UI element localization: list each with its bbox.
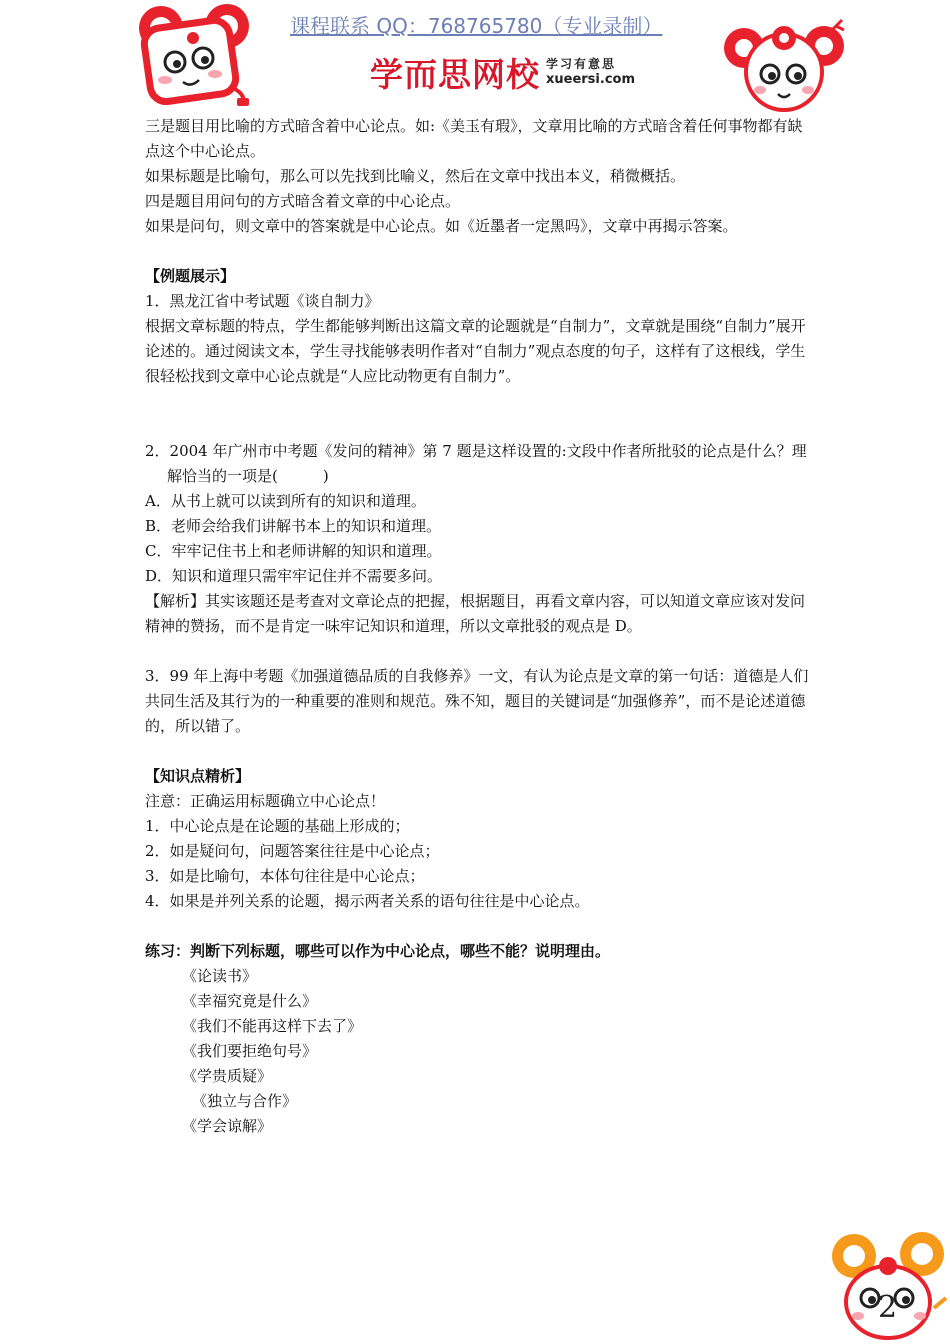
page-number: 2 <box>878 1290 898 1325</box>
exercise-title: 《论读书》 <box>182 967 258 985</box>
exercise-title: 《我们不能再这样下去了》 <box>182 1017 363 1035</box>
xueersi-logo <box>370 50 660 94</box>
mascot-left-icon <box>133 2 263 112</box>
example-3: 3．99 年上海中考题《加强道德品质的自我修养》一文，有认为论点是文章的第一句话：道德是人们共同生活及其行为的一种重要的准则和规范。殊不知，题目的关键词是“加强修养”，而不是论述道德的，所以错了。 <box>145 667 809 735</box>
exercise-title: 《我们要拒绝句号》 <box>182 1042 318 1060</box>
exercise-title: 《学贵质疑》 <box>182 1067 273 1085</box>
knowledge-point: 2．如是疑问句，问题答案往往是中心论点； <box>145 842 440 860</box>
examples-heading: 【例题展示】 <box>145 267 236 285</box>
example-2-title: 2．2004 年广州市中考题《发问的精神》第 7 题是这样设置的:文段中作者所批驳的论点是什么？理解恰当的一项是( ) <box>145 442 807 485</box>
knowledge-point: 3．如是比喻句，本体句往往是中心论点； <box>145 867 425 885</box>
exercise-title: 《独立与合作》 <box>192 1092 298 1110</box>
logo-slogan: 学习有意思 <box>546 57 617 71</box>
example-1-title: 1．黑龙江省中考试题《谈自制力》 <box>145 292 380 310</box>
document-body <box>145 114 810 1139</box>
example-2-option: B．老师会给我们讲解书本上的知识和道理。 <box>145 517 442 535</box>
intro-paragraph: 如果标题是比喻句，那么可以先找到比喻义，然后在文章中找出本义，稍微概括。 <box>145 167 686 185</box>
contact-qq-link[interactable]: 课程联系 QQ：768765780（专业录制） <box>290 14 663 38</box>
mascot-right-icon <box>720 12 850 117</box>
example-2-analysis: 【解析】其实该题还是考查对文章论点的把握，根据题目，再看文章内容，可以知道文章应该对发问精神的赞扬，而不是肯定一味牢记知识和道理，所以文章批驳的观点是 D。 <box>145 592 806 635</box>
logo-url: xueersi.com <box>546 72 636 87</box>
example-2-option: C．牢牢记住书上和老师讲解的知识和道理。 <box>145 542 442 560</box>
example-1-body: 根据文章标题的特点，学生都能够判断出这篇文章的论题就是“自制力”，文章就是围绕“自制力”展开论述的。通过阅读文本，学生寻找能够表明作者对“自制力”观点态度的句子，这样有了这根线，学生很轻松找到文章中心论点就是“人应比动物更有自制力”。 <box>145 317 806 385</box>
example-2-option: D．知识和道理只需牢牢记住并不需要多问。 <box>145 567 443 585</box>
knowledge-point: 1．中心论点是在论题的基础上形成的； <box>145 817 410 835</box>
example-2-option: A．从书上就可以读到所有的知识和道理。 <box>145 492 426 510</box>
exercise-title: 《幸福究竟是什么》 <box>182 992 318 1010</box>
exercise-heading: 练习：判断下列标题，哪些可以作为中心论点，哪些不能？说明理由。 <box>145 942 611 960</box>
knowledge-point: 4．如果是并列关系的论题，揭示两者关系的语句往往是中心论点。 <box>145 892 590 910</box>
knowledge-heading: 【知识点精析】 <box>145 767 251 785</box>
intro-paragraph: 三是题目用比喻的方式暗含着中心论点。如:《美玉有瑕》，文章用比喻的方式暗含着任何事物都有缺点这个中心论点。 <box>145 117 803 160</box>
knowledge-note: 注意：正确运用标题确立中心论点！ <box>145 792 386 810</box>
intro-paragraph: 四是题目用问句的方式暗含着文章的中心论点。 <box>145 192 461 210</box>
logo-text: 学而思网校 <box>370 54 540 94</box>
exercise-title: 《学会谅解》 <box>182 1117 273 1135</box>
intro-paragraph: 如果是问句，则文章中的答案就是中心论点。如《近墨者一定黑吗》，文章中再揭示答案。 <box>145 217 738 235</box>
